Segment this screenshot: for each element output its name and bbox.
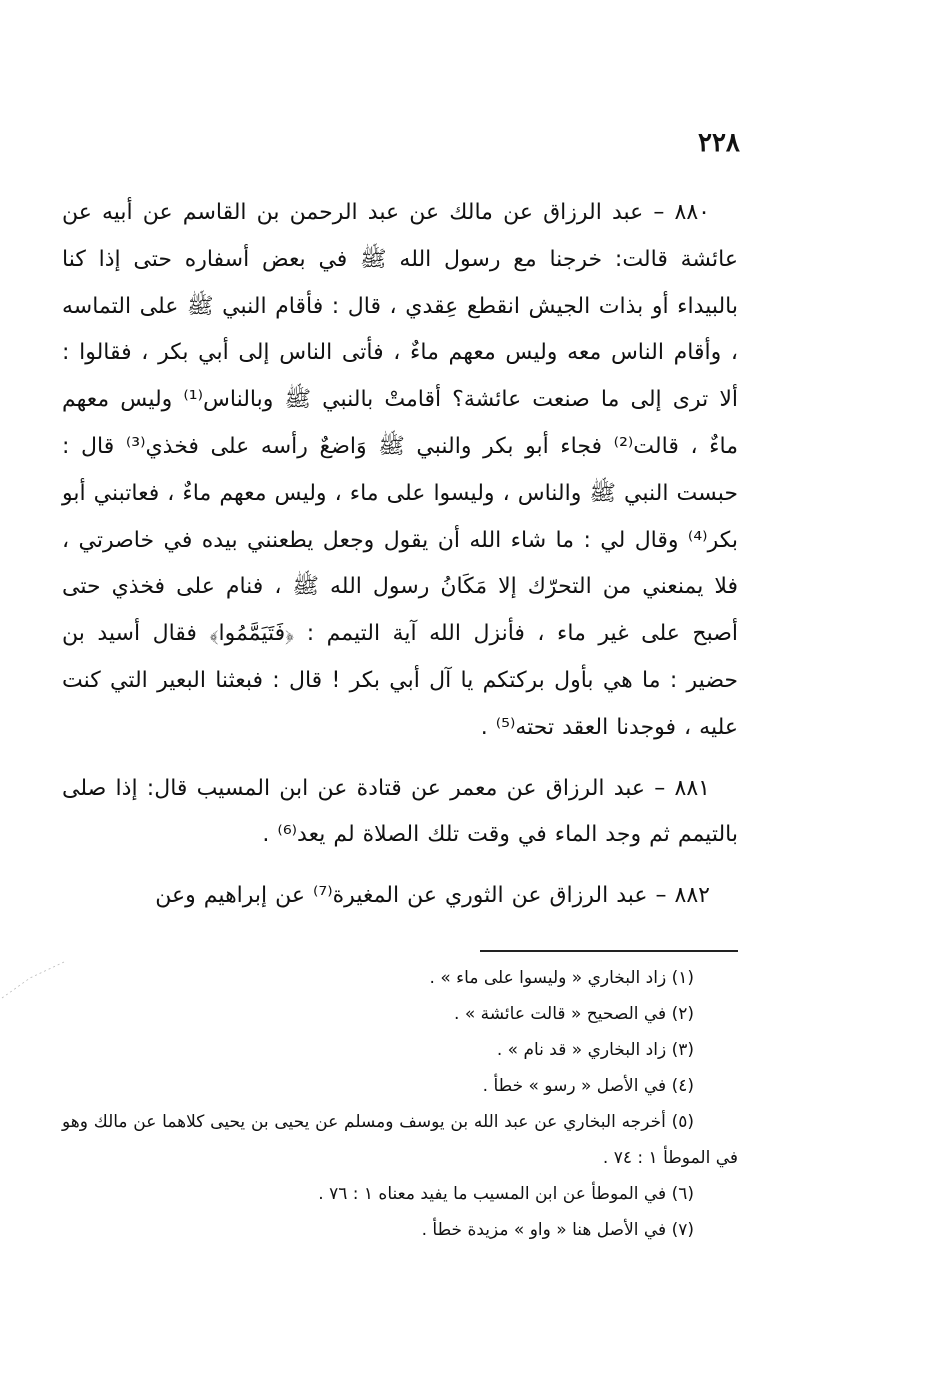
- footnote-divider: [480, 950, 738, 952]
- footnote-5: (٥) أخرجه البخاري عن عبد الله بن يوسف ومسلم عن يحيى بن يحيى كلاهما عن مالك وهو في الموطأ ١ : ٧٤ .: [62, 1112, 738, 1168]
- footnote-2: (٢) في الصحيح « قالت عائشة » .: [454, 1004, 694, 1024]
- footnote-7: (٧) في الأصل هنا « واو » مزيدة خطأ .: [421, 1220, 694, 1240]
- footnotes: [62, 960, 738, 1248]
- footnote-1: (١) زاد البخاري « وليسوا على ماء » .: [429, 968, 694, 988]
- footnote-4: (٤) في الأصل « رسو » خطأ .: [482, 1076, 694, 1096]
- scan-mark: [0, 960, 66, 1000]
- hadith-881: ٨٨١ – عبد الرزاق عن معمر عن قتادة عن ابن المسيب قال: إذا صلى بالتيمم ثم وجد الماء في وقت تلك الصلاة لم يعد⁽⁶⁾ .: [62, 775, 738, 848]
- hadith-882: ٨٨٢ – عبد الرزاق عن الثوري عن المغيرة⁽⁷⁾ عن إبراهيم وعن: [155, 883, 710, 909]
- main-text: [62, 190, 738, 934]
- footnote-6: (٦) في الموطأ عن ابن المسيب ما يفيد معناه ١ : ٧٦ .: [318, 1184, 694, 1204]
- hadith-880: ٨٨٠ – عبد الرزاق عن مالك عن عبد الرحمن بن القاسم عن أبيه عن عائشة قالت: خرجنا مع رسول الله ﷺ في بعض أسفاره حتى إذا كنا بالبيداء أو بذات الجيش انقطع عِقدي ، قال : فأقام النبي ﷺ على التماسه ، وأقام الناس معه وليس معهم ماءٌ ، فأتى الناس إلى أبي بكر ، فقالوا : ألا ترى إلى ما صنعت عائشة؟ أقامتْ بالنبي ﷺ وبالناس⁽¹⁾ وليس معهم ماءٌ ، قالت⁽²⁾ فجاء أبو بكر والنبي ﷺ وَاضعٌ رأسه على فخذي⁽³⁾ قال : حبست النبي ﷺ والناس ، وليسوا على ماء ، وليس معهم ماءٌ ، فعاتبني أبو بكر⁽⁴⁾ وقال لي : ما شاء الله أن يقول وجعل يطعنني بيده في خاصرتي ، فلا يمنعني من التحرّك إلا مَكَانُ رسول الله ﷺ ، فنام على فخذي حتى أصبح على غير ماء ، فأنزل الله آية التيمم : ﴿فَتَيَمَّمُوا﴾ فقال أسيد بن حضير : ما هي بأول بركتكم يا آل أبي بكر ! قال : فبعثنا البعير التي كنت عليه ، فوجدنا العقد تحته⁽⁵⁾ .: [62, 200, 738, 740]
- footnote-3: (٣) زاد البخاري « قد نام » .: [496, 1040, 694, 1060]
- page-number: ٢٢٨: [698, 128, 740, 158]
